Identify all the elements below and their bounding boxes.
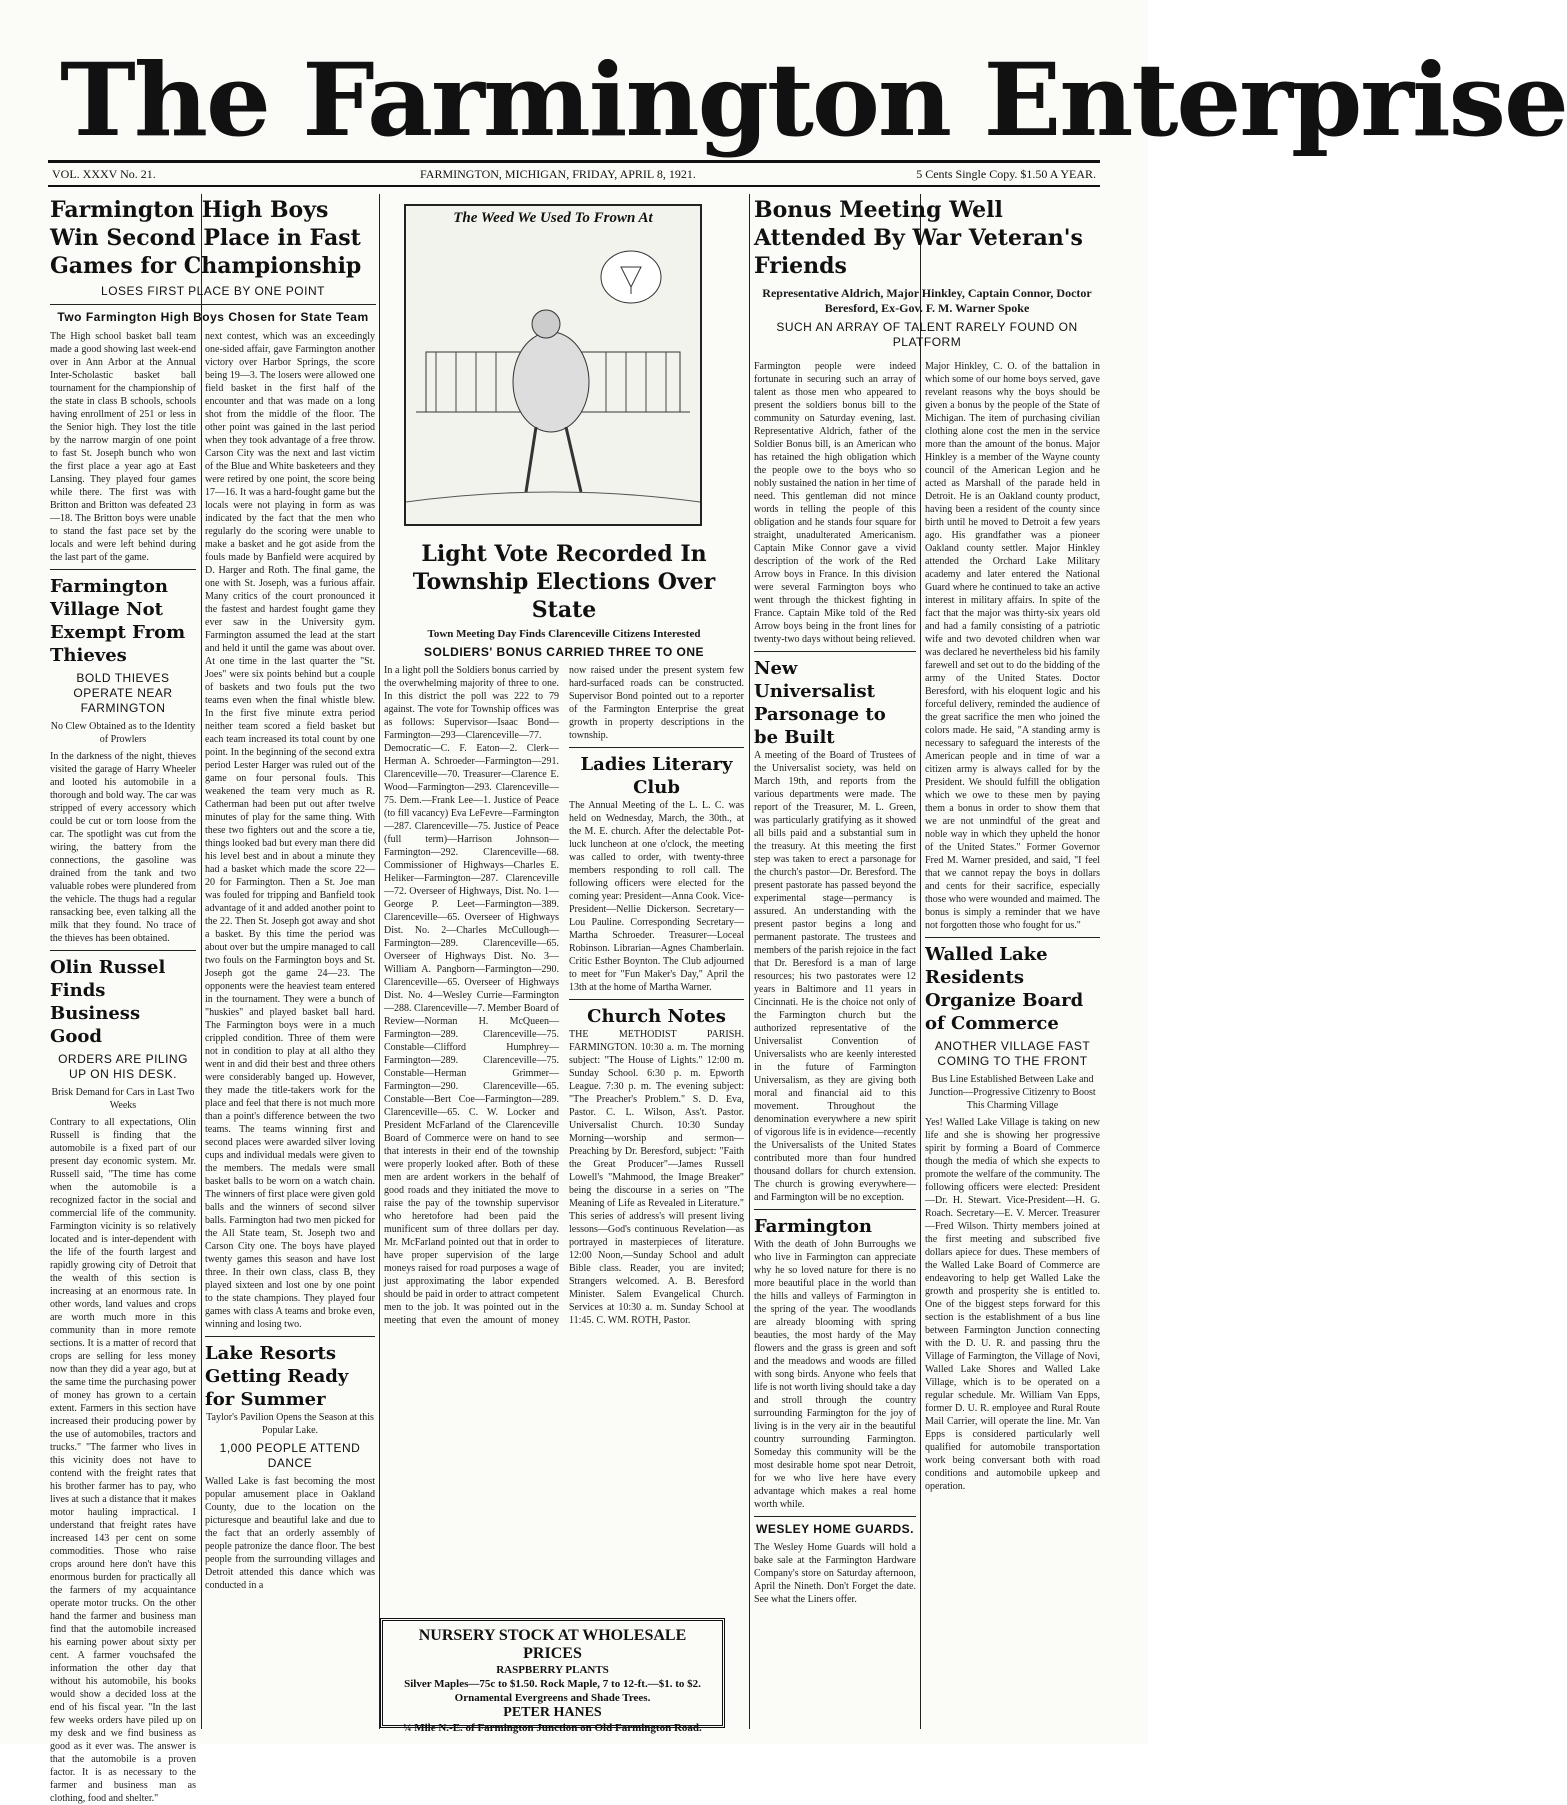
ad-line-1: RASPBERRY PLANTS [496,1664,609,1676]
walled-lake-body: Yes! Walled Lake Village is taking on new life and she is showing her progressive spirit by forming a Board of Commerce though the media of which she expects to promote the welfare of the community. The following officers were elected: President—Dr. H. Stewart. Vice-President—H. G. Roach. Secretary—E. V. Mercer. Treasurer—Fred Wilson. Thirty members joined at the first meeting and subscribed five dollars apiece for dues. These members of the Walled Lake Board of Commerce are endeavoring to help get Walled Lake the growth and prosperity she is entitled to. One of the biggest steps forward for this section is the establishment of a bus line between Farmington Junction connecting with the D. U. R. and passing thru the Village of Farmington, the Village of Novi, Walled Lake Shores and Walled Lake Village, which is to be operated on a regular schedule. Mr. William Van Epps, former D. U. R. employee and Rural Route Mail Carrier, will operate the line. Mr. Van Epps is considered particularly well qualified for automobile transportation work being conversant both with road conditions and automobile upkeep and operation. [925,1117,1100,1492]
thieves-headline: Farmington Village Not Exempt From Thieves [50,576,186,666]
election-headline: Light Vote Recorded In Township Elections Over State [412,541,716,623]
lake-resorts-subdeck: 1,000 PEOPLE ATTEND DANCE [219,1441,361,1470]
bonus-deck: Representative Aldrich, Major Hinkley, Captain Connor, Doctor Beresford, Ex-Gov. F. M. Warner Spoke [762,286,1092,315]
election-deck: Town Meeting Day Finds Clarenceville Citizens Interested [427,628,701,640]
bonus-story-header [754,196,1100,349]
election-subdeck: SOLDIERS' BONUS CARRIED THREE TO ONE [424,645,704,659]
russel-subdeck: Brisk Demand for Cars in Last Two Weeks [51,1087,195,1111]
subscription-price: 5 Cents Single Copy. $1.50 A YEAR. [916,167,1096,181]
ad-title: NURSERY STOCK AT WHOLESALE PRICES [418,1627,687,1662]
column-3 [384,540,744,1612]
lead-story-body: The High school basket ball team made a good showing last week-end over in Ann Arbor at the Annual Inter-Scholastic basket ball tournament for the championship of the state in class B schools, schools having enrollment of 251 or less in the Senior high. They lost the title by the narrow margin of one point to fast St. Joseph bunch who won the first place a year ago at East Lansing. They played four games while there. The first was with Britton and Britton was defeated 23—18. The Britton boys were unable to stand the fast pace set by the locals and were left behind during the last part of the game. [50,331,196,563]
masthead-title: The Farmington Enterprise [60,41,1567,159]
parsonage-body: A meeting of the Board of Trustees of the Universalist society, was held on March 19th, and reports from the various departments were made. The report of the Treasurer, M. L. Green, was particularly gratifying as it showed all bills paid and a substantial sum in the treasury. At this meeting the first step was taken to erect a parsonage for the church's pastor—Dr. Beresford. The present pastorate has passed beyond the experimental stage—permancy is assured. An understanding with the present pastor begins a long and permanent pastorate. The trustees and members of the parish rejoice in the fact that Dr. Beresford is a man of large resources; his two pastorates were 12 years in Baltimore and 11 years in Cincinnati. He is the choice not only of the Farmington church but the authorized representative of the Universalist Convention of Universalists who are keenly interested in the future of Farmington Universalism, as they are giving both moral and financial aid to this movement. Throughout the denomination everywhere a new spirit of vigorous life is in evidence—recently the Universalists of the United States contributed more than four hundred thousand dollars for church extension. The church is growing everywhere—and Farmington will be no exception. [754,750,916,1203]
column-rule [379,194,380,1729]
masthead-rule-bottom [48,185,1100,187]
lake-resorts-deck: Taylor's Pavilion Opens the Season at this Popular Lake. [206,1412,374,1436]
thieves-deck: BOLD THIEVES OPERATE NEAR FARMINGTON [73,671,173,715]
masthead-rule-top [48,160,1100,163]
column-4 [754,360,916,1728]
column-rule [201,194,202,1729]
russel-body: Contrary to all expectations, Olin Russell is finding that the automobile is a fixed part of our present day economic system. Mr. Russell said, "The time has come when the automobile is a recognized factor in the social and commercial life of the community. Farmington vicinity is so relatively located and is inter-dependent with the life of the fourth largest and rapidly growing city of Detroit that the wealth of this section is increasing at an enormous rate. In other words, land values and crops are worth much more in this community than in more remote sections. It is a matter of record that crops are selling for less money now than they did a year ago, but at the same time the purchasing power of money has grown to a certain extent. Farmers in this section have increased their producing power by the use of automobiles, tractors and trucks." "The farmer who lives in this vicinity does not have to contend with the freight rates that his brother farmer has to pay, who lives at such a distance that it makes motor hauling impractical. I understand that freight rates have increased 143 per cent on some commodities. Those who raise crops around here don't have this enormous burden for practically all the farmers of my acquaintance operate motor trucks. On the other hand the farmer and business man find that the automobile increased his earning power about sixty per cent. A farmer vouchsafed the information the other day that without his automobile, his books would show a decided loss at the end of his fiscal year. "In the last few weeks orders have piled up on my desk and we find business as good as it ever was. The answer is that the automobile is a proven factor. It is as necessary to the farmer and business man as clothing, food and shelter." [50,1117,196,1804]
nursery-advertisement [380,1618,725,1734]
cartoon-title: The Weed We Used To Frown At [453,210,653,226]
bonus-body: Farmington people were indeed fortunate in securing such an array of talent as those men who appeared to present the soldiers bonus bill to the community on Saturday evening, last. Representative Aldrich, father of the Soldier Bonus bill, is an American who has retained the high obligation which the people owe to the boys who so nobly sustained the nation in her time of need. This gentleman did not mince words in telling the people of this obligation and he stands four square for straight, unadulterated Americanism. Captain Mike Connor gave a vivid description of the work of the Red Arrow boys in France. In this division were several Farmington boys who went through the thickest fighting in France. Captain Mike told of the Red Arrow boys being in the front lines for twenty-two days without being relieved. [754,361,916,645]
bonus-subdeck: SUCH AN ARRAY OF TALENT RARELY FOUND ON PLATFORM [776,320,1078,349]
lead-deck: LOSES FIRST PLACE BY ONE POINT [101,284,325,298]
walled-lake-deck: ANOTHER VILLAGE FAST COMING TO THE FRONT [934,1039,1091,1068]
farmington-body: With the death of John Burroughs we who live in Farmington can appreciate why he so loved nature for there is no more beautiful place in the world than the hills and valleys of Farmington in the spring of the year. The woodlands are already blooming with spring beauties, the most hardy of the May flowers and the grass is green and soft and the meadows and woods are filled with song birds. Anyone who feels that life is not worth living should take a day and stroll through the country surrounding Farmington for the joy of living is in the very air in the beautiful country surrounding Farmington. Someday this community will be the most desirable home spot near Detroit, for we who live here have every advantage which makes a real home worth while. [754,1239,916,1510]
column-rule [920,194,921,1729]
church-notes-headline: Church Notes [587,1006,726,1027]
lead-subdeck: Two Farmington High Boys Chosen for State Team [57,310,369,324]
cartoon-illustration [404,204,702,526]
basketball-continued-body: next contest, which was an exceedingly one-sided affair, gave Farmington another victory over Harbor Springs, the score being 19—3. The losers were allowed one field basket in the first half of the encounter and that was made on a long shot from the middle of the floor. The other point was gained in the last period when they took advantage of a free throw. Carson City was the next and last victim of the Blue and White basketeers and they were retired by one point, the score being 17—16. It was a hard-fought game but the locals were not playing in form as was indicated by the fact that the men who regularly do the scoring were unable to make a basket and he got aside from the fouls made by Banfield were acquired by D. Harger and Roth. The final game, the one with St. Joseph, was a furious affair. Many critics of the court pronounced it the fastest and hardest fought game they ever saw in the University gym. Farmington assumed the lead at the start and held it until the game was about over. At one time in the last quarter the "St. Joes" were six points behind but a couple of baskets and two fouls put the two teams even when the final whistle blew. In the first five minute extra period neither team scored a field basket but each team increased its total count by one point. In the beginning of the second extra period Lester Harger was ruled out of the game on four personal fouls. This weakened the team very much as R. Catherman had been put out after twelve minutes of play for the same thing. With these two fighters out and the score a tie, things looked bad but every man there did his level best and in about a minute they had a basket which made the score 22—20 for Farmington. Then a St. Joe man was fouled for tripping and Banfield took advantage of it and added another point to the 22. Then St. Joseph got away and shot a basket. By this time the period was about over but the umpire managed to call two fouls on the Farmington boys and St. Joseph got the game 24—23. The opponents were the heaviest team entered in the tournament. They were a bunch of "huskies" and played basket ball hard. The Farmington boys were in a much crippled condition. Three of them were not in condition to play at all altho they went in and did their best and three others were considerably banged up. However, they made the title-takers work for the place and feel that there is not much more than a point's difference between the two teams. The teams winning first and second places were awarded silver loving cups and individual medals were given to the members. The medals were small basket balls to be worn on a watch chain. The winners of first place were given gold balls and the winners of second silver balls. Farmington had two men picked for the All State team, St. Joseph two and Carson City one. The boys have played twenty games this season and have lost three. In their own class, class B, they played sixteen and lost one by one point to the state champions. They played four games with class A teams and broke even, winning and losing two. [205,331,375,1330]
russel-deck: ORDERS ARE PILING UP ON HIS DESK. [58,1052,188,1081]
dateline [48,165,1100,185]
column-5 [925,360,1100,1728]
lake-resorts-headline: Lake Resorts Getting Ready for Summer [205,1343,349,1410]
russel-headline: Olin Russel Finds Business Good [50,957,166,1047]
place-date: FARMINGTON, MICHIGAN, FRIDAY, APRIL 8, 1921. [420,167,696,181]
bonus-continued-body: Major Hinkley, C. O. of the battalion in which some of our home boys served, gave revelant reasons why the boys should be given a bonus by the people of the State of Michigan. The item of purchasing civilian clothing alone cost the men in the service more than the amount of the bonus. Major Hinkley is a member of the Wayne county council of the American Legion and he acted as Marshall of the parade held in Detroit. He is an Oakland county product, having been a resident of the county since birth until he moved to Detroit a few years ago. His grandfather was a pioneer Oakland county settler. Major Hinkley attended the Orchard Lake Military academy and later entered the National Guard where he continued to take an active interest in military affairs. In spite of the fact that the major was thirty-six years old and had a family consisting of a patriotic wife and two devoted children when war was declared he nevertheless bid his family farewell and set out to do the bidding of the army of the United States. Doctor Beresford, with his eloquent logic and his forceful delivery, reminded the audience of the great sacrifice the men who joined the colors made. He said, "A standing army is necessary to safeguard the interests of the American people and in time of war a citizen army is always called for by the President. We should fulfill the obligation which we owe to these men by paying them a bonus in order to show them that we are not unmindful of the great and noble way in which they upheld the honor of the United States." Former Governor Fred M. Warner presided, and said, "I feel that we cannot repay the boys in dollars and cents for their sacrifice, especially those who were wounded and maimed. The bonus is simply a reminder that we have not forgotten those who fought for us." [925,361,1100,931]
ad-line-2: Silver Maples—75c to $1.50. Rock Maple, 7 to 12-ft.—$1. to $2. Ornamental Evergreens and Shade Trees. [404,1678,701,1704]
thieves-subdeck: No Clew Obtained as to the Identity of Prowlers [50,721,196,745]
literary-club-body: The Annual Meeting of the L. L. C. was held on Wednesday, March, the 30th., at the M. E. church. After the delectable Pot-luck luncheon at one o'clock, the meeting was called to order, with twenty-three members responding to roll call. The following officers were elected for the coming year: President—Anna Cook. Vice-President—Nellie Dickerson. Secretary—Lou Pauline. Corresponding Secretary—Martha Schroeder. Treasurer—Loceal Robinson. Librarian—Agnes Chamberlain. Critic Esther Boynton. The Club adjourned to meet for "Fun Maker's Day," April the 13th at the home of Martha Warner. [569,800,744,993]
literary-club-headline: Ladies Literary Club [580,754,733,798]
election-body [384,664,744,1327]
cartoon-drawing [406,232,700,522]
walled-lake-subdeck: Bus Line Established Between Lake and Junction—Progressive Citizenry to Boost This Charming Village [929,1074,1096,1111]
lake-resorts-body: Walled Lake is fast becoming the most popular amusement place in Oakland County, due to the location on the picturesque and beautiful lake and due to the fact that an orderly assembly of people patronize the dance floor. The best people from the surrounding villages and Detroit attended this dance which was conducted in a [205,1476,375,1591]
column-rule [749,194,750,1729]
home-guards-body: The Wesley Home Guards will hold a bake sale at the Farmington Hardware Company's store on Saturday afternoon, April the Nineth. Don't Forget the date. See what the Liners offer. [754,1542,916,1605]
parsonage-headline: New Universalist Parsonage to be Built [754,658,886,748]
column-2 [205,330,375,1728]
walled-lake-headline: Walled Lake Residents Organize Board of Commerce [925,944,1084,1034]
ad-name: PETER HANES [503,1705,602,1720]
election-text: In a light poll the Soldiers bonus carried by the overwhelming majority of three to one. In this district the poll was 222 to 79 against. The vote for Township offices was as follows: Supervisor—Isaac Bond—Farmington—293—Clarenceville—77. Democratic—C. F. Eaton—2. Clerk—Herman A. Schroeder—Farmington—291. Clarenceville—70. Treasurer—Clarence E. Wood—Farmington—293. Clarenceville—75. Dem.—Frank Lee—1. Justice of Peace (to fill vacancy) Eva LeFevre—Farmington—287. Clarenceville—75. Justice of Peace (full term)—Harrison Johnson—Farmington—292. Clarenceville—68. Commissioner of Highways—Charles E. Heliker—Farmington—287. Clarenceville—72. Overseer of Highways, Dist. No. 1—George P. Leet—Farmington—389. Clarenceville—65. Overseer of Highways Dist. No. 2—Charles McCullough—Farmington—289. Clarenceville—65. Overseer of Highways Dist. No. 3—William A. Pangborn—Farmington—290. Clarenceville—65. Overseer of Highways Dist. No. 4—Wesley Currie—Farmington—288. Clarenceville—7. Member Board of Review—Norman H. McQueen—Farmington—289. Clarenceville—75. Constable—Clifford Humphrey—Farmington—289. Clarenceville—75. Constable—Herman Grimmer—Farmington—290. Clarenceville—65. Constable—Bert Coe—Farmington—289. Clarenceville—65. C. W. Locker and President McFarland of the Clarenceville Board of Commerce were on hand to see that interests in their end of the township were properly looked after. Both of these men are ardent workers in the behalf of good roads and they initiated the move to raise the pay of the township supervisor who heretofore had been paid the munificent sum of three dollars per day. Mr. McFarland pointed out that in order to have proper supervision of the large moneys raised for road purposes a wage of just approximating the labor expended should be paid in order to attract competent men to the job. It was pointed out in the meeting that even the amount of money now raised under the present system few hard-surfaced roads can be constructed. Supervisor Bond pointed out to a reporter of the Farmington Enterprise the great growth in property descriptions in the township. [384,665,744,1326]
lead-headline: Farmington High Boys Win Second Place in Fast Games for Championship [50,197,362,279]
thieves-body: In the darkness of the night, thieves visited the garage of Harry Wheeler and looted his automobile in a thorough and bold way. The car was stripped of every accessory which could be cut or torn loose from the car. The spotlight was cut from the wiring, the battery from the connections, the gasoline was drained from the tank and two valuable robes were plundered from the vehicle. The thugs had a regular ransacking bee, even talking all the milk that they found. No trace of the thieves has been obtained. [50,751,196,944]
volume-number: VOL. XXXV No. 21. [52,167,156,181]
bonus-headline: Bonus Meeting Well Attended By War Veteran's Friends [754,197,1083,279]
home-guards-headline: WESLEY HOME GUARDS. [756,1522,914,1536]
ad-address: ¼ Mile N.-E. of Farmington Junction on Old Farmington Road. [403,1722,702,1734]
farmington-headline: Farmington [754,1216,872,1237]
column-1 [50,330,196,1804]
lead-story-header [50,196,376,326]
church-notes-body: THE METHODIST PARISH. FARMINGTON. 10:30 a. m. The morning subject: "The House of Lights." 12:00 m. Sunday School. 6:30 p. m. Epworth League. 7:30 p. m. The evening subject: "The Preacher's Problem." S. D. Eva, Pastor. C. L. Wilson, Ass't. Pastor. Universalist Church. 10:30 Sunday Morning—worship and sermon—Preaching by Dr. Beresford, subject: "Faith the Great Producer"—James Russell Lowell's "Mahmood, the Image Breaker" being the discourse in a series on "The Meaning of Life as Revealed in Literature." This series of address's will present living lessons—God's continuous Revelation—as portrayed in masterpieces of literature. 12:00 Noon,—Sunday School and adult Bible class. Reader, you are invited; Strangers welcomed. A. B. Beresford Minister. Salem Evangelical Church. Services at 10:30 a. m. Sunday School at 11:45. C. WM. ROTH, Pastor. [569,1029,744,1326]
